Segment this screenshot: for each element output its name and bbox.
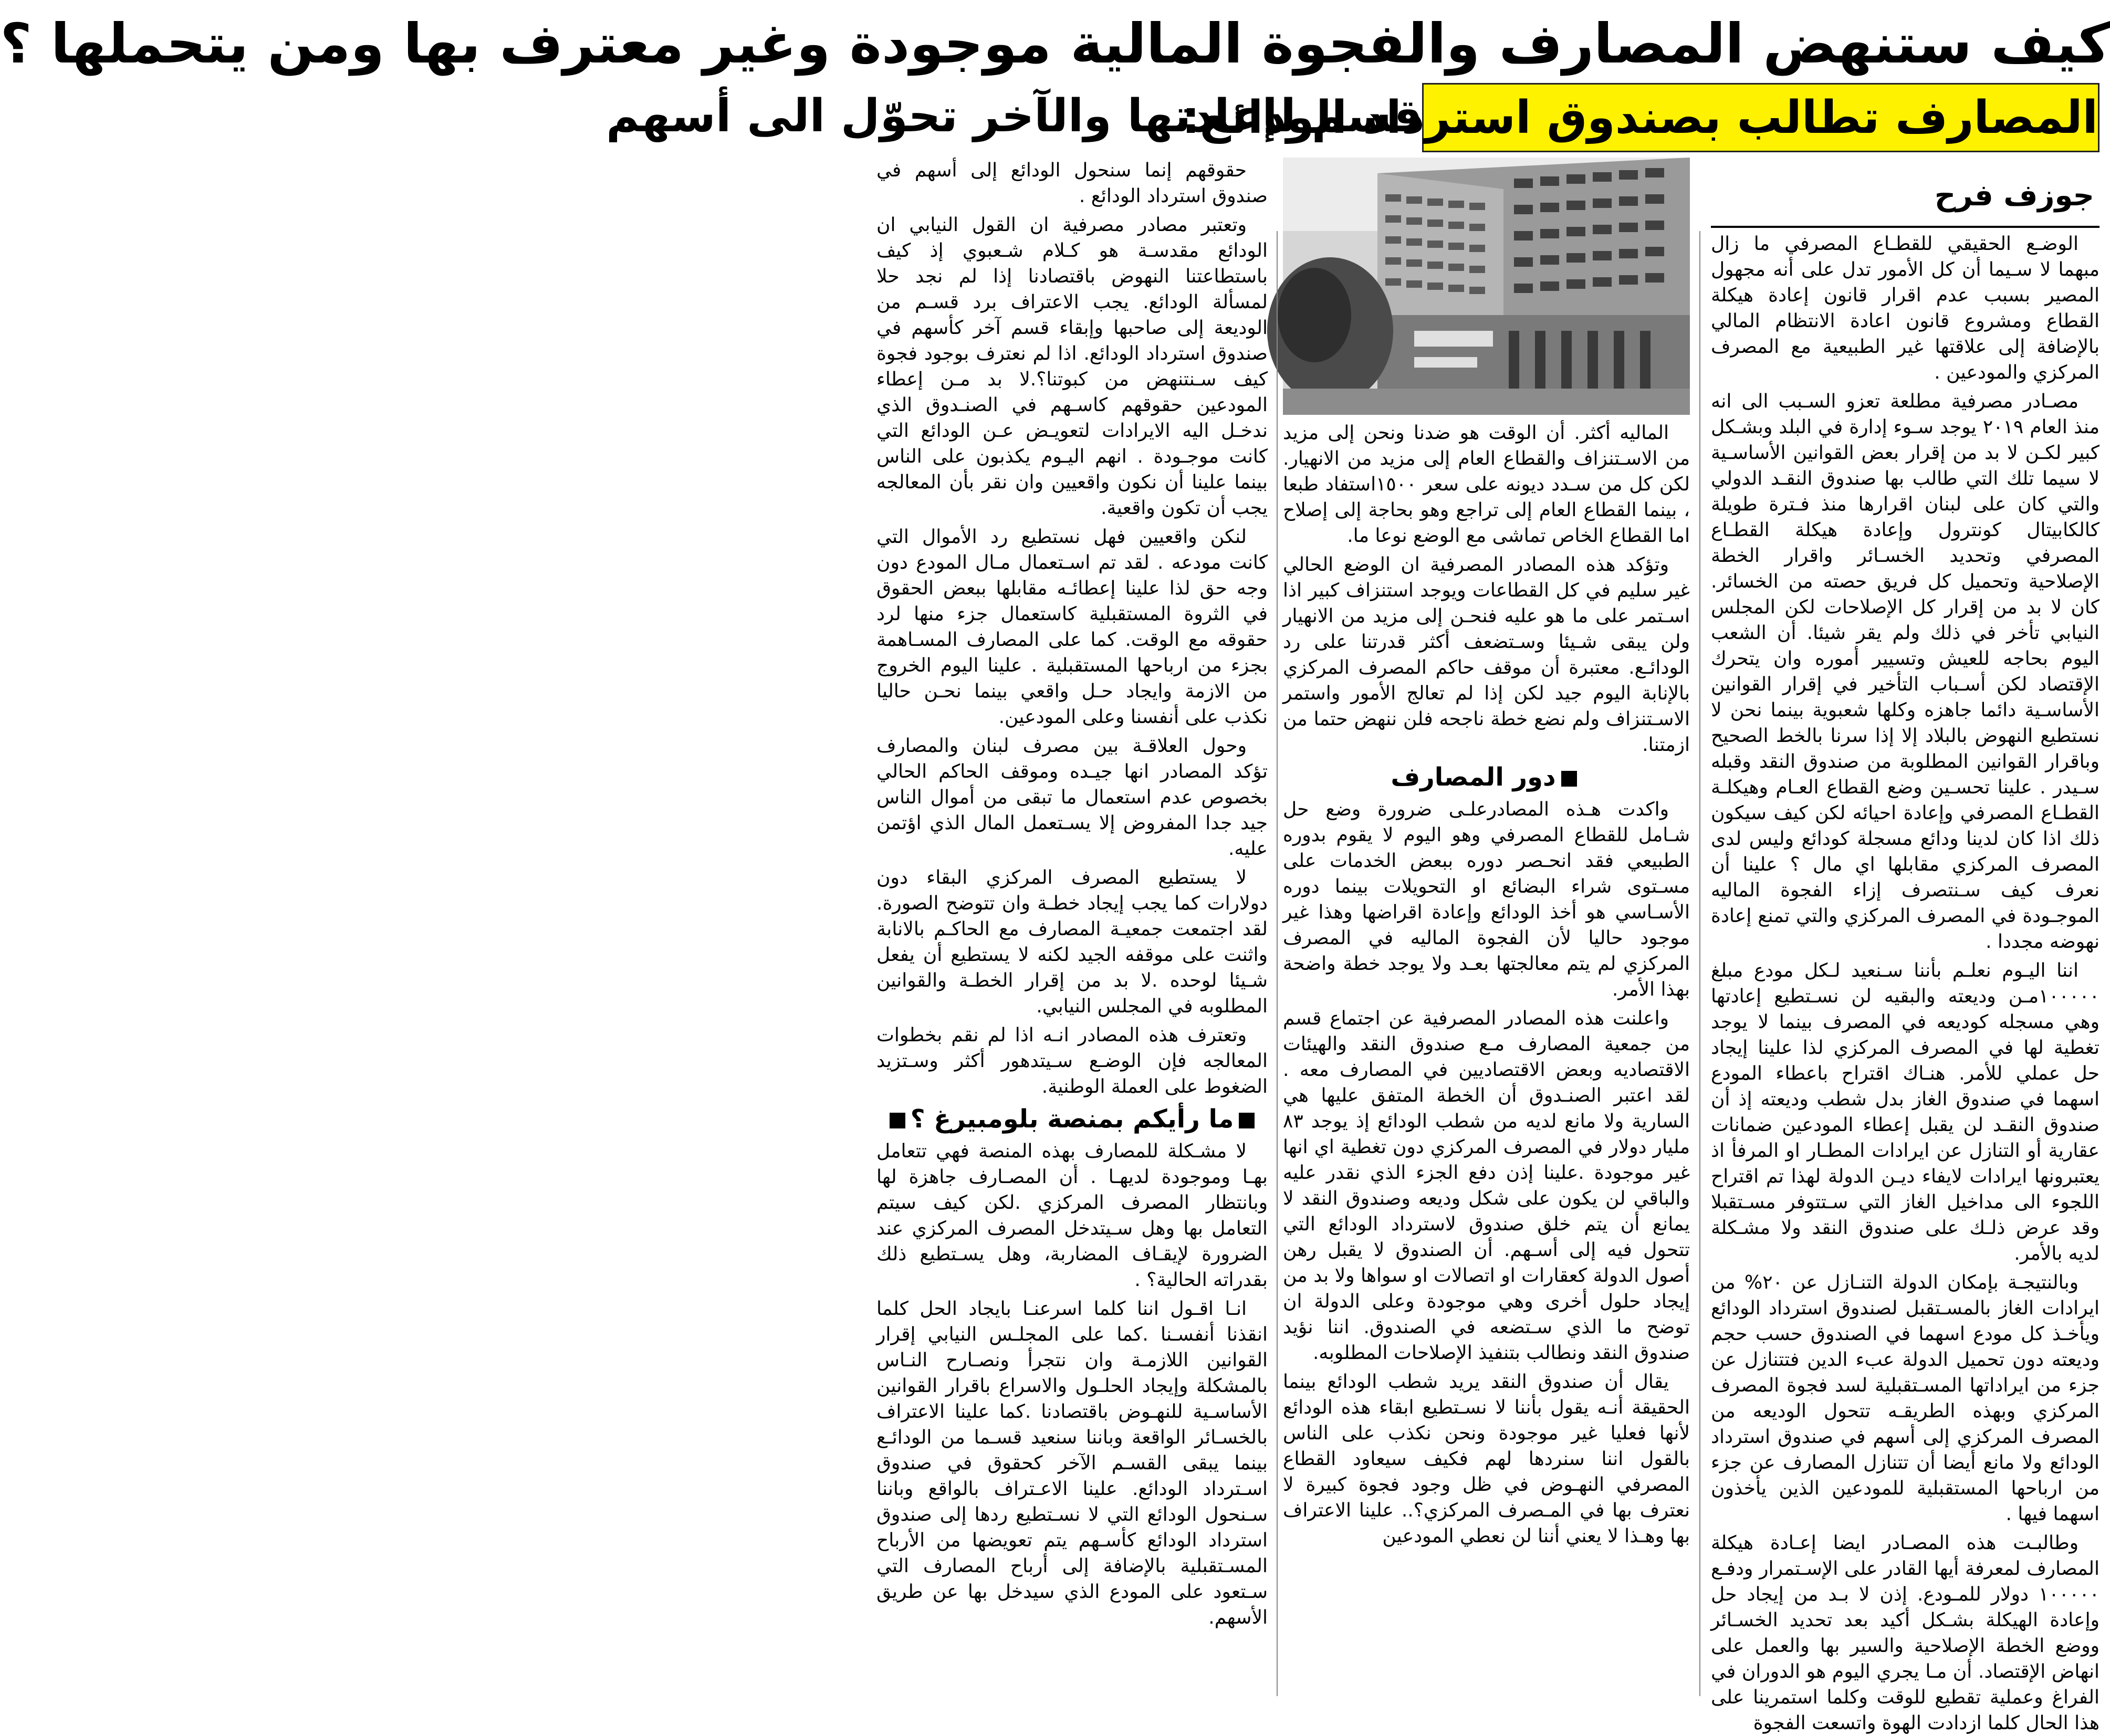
- paragraph: وتؤكد هذه المصادر المصرفية ان الوضع الحالي غير سليم في كل القطاعات ويوجد استنزاف كبير اذا اسـتمر على ما هو عليه فنحـن إلى مزيد من الانهيار ولن يبقى شـيئا وسـتضعف أكثر قدرتنا على رد الودائـع. معتبرة أن موقف حاكم المصرف المركزي بالإنابة اليوم جيد لكن إذا لم تعالج الأمور واستمر الاسـتنزاف ولم نضع خطة ناجحه فلن ننهض حتما من ازمتنا.: [1283, 554, 1690, 756]
- paragraph: حقوقهم إنما سنحول الودائع إلى أسهم في صندوق استرداد الودائع .: [876, 160, 1268, 207]
- headline: كيف ستنهض المصارف والفجوة المالية موجودة وغير معترف بها ومن يتحملها ؟: [0, 12, 2110, 76]
- paragraph: وتعتبر مصادر مصرفية ان القول النيابي ان الودائع مقدسـة هو كـلام شـعبوي إذ كيف باستطاعتنا النهوض باقتصادنا إذا لم نجد حلا لمسألة الودائع. يجب الاعتراف برد قسـم من الوديعة إلى صاحبها وإبقاء قسم آخر كأسهم في صندوق استرداد الودائع. اذا لم نعترف بوجود فجوة كيف سـنتنهض من كبوتنا؟.لا بد مـن إعطاء المودعين حقوقهم كاسـهم في الصنـدوق الذي ندخـل اليه الايرادات لتعويـض عـن الودائع التي كانت موجـودة . انهم اليـوم يكذبون على الناس بينما علينا أن نكون واقعيين وان نقر بأن المعالجه يجب أن تكون واقعية.: [876, 214, 1268, 519]
- paragraph: انـا اقـول اننا كلما اسرعنـا بايجاد الحل كلما انقذنا أنفسـنا .كما على المجلـس النيابي إقرار القوانين اللازمـة وان نتجرأ ونصـارح النـاس بالمشكلة وإيجاد الحلـول والاسراع باقرار القوانين الأساسـية للنهـوض باقتصادنا .كما علينا الاعتراف بالخسـائر الواقعة وباننا سنعيد قسـما من الودائـع بينما يبقى القسـم الآخر كحقوق في صندوق اسـترداد الودائع. علينا الاعـتراف بالواقع وباننا سـنحول الودائع التي لا نسـتطيع ردها إلى صندوق استرداد الودائع كأسـهم يتم تعويضها من الأرباح المسـتقبلية بالإضافة إلى أرباح المصارف التي سـتعود على المودع الذي سيدخل بها عن طريق الأسهم.: [876, 1298, 1268, 1628]
- section-heading-text: ما رأيكم بمنصة بلومبيرغ ؟: [910, 1104, 1234, 1134]
- building-illustration: [1283, 158, 1690, 415]
- paragraph: وتعترف هذه المصادر انـه اذا لم نقم بخطوات المعالجه فإن الوضـع سـيتدهور أكثر وسـتزيد الضغوط على العملة الوطنية.: [876, 1024, 1268, 1097]
- article-column-left: [876, 158, 1268, 1696]
- square-bullet-icon: [1561, 771, 1577, 787]
- paragraph: واكدت هـذه المصادرعلـى ضرورة وضع حل شـامل للقطاع المصرفي وهو اليوم لا يقوم بدوره الطبيعي فقد انحـصر دوره ببعض الخدمات على مسـتوى شراء البضائع او التحويلات بينما دوره الأسـاسي هو أخذ الودائع وإعادة اقراضها وهذا غير موجود حاليا لأن الفجوة الماليه في المصرف المركزي لم يتم معالجتها بعـد ولا يوجد خطة واضحة بهذا الأمر.: [1283, 799, 1690, 1000]
- paragraph: لا مشـكلة للمصارف بهذه المنصة فهي تتعامل بهـا وموجودة لديهـا . أن المصـارف جاهزة لها وبانتظار المصرف المركزي .لكن كيف سيتم التعامل بها وهل سـيتدخل المصرف المركزي عند الضرورة لإيقـاف المضاربة، وهل يسـتطيع ذلك بقدراته الحالية؟ .: [876, 1141, 1268, 1291]
- byline-box: [1711, 158, 2099, 228]
- subheadline-highlighted: المصارف تطالب بصندوق استرداد الودائع:: [1422, 83, 2099, 152]
- paragraph: مصـادر مصرفية مطلعة تعزو السـبب الى انه منذ العام ٢٠١٩ يوجد سـوء إدارة في البلد وبشـكل كبير لكـن لا بد من إقرار بعض القوانين الأساسـية لا سيما تلك التي طالب بها صندوق النقـد الدولي والتي كان على لبنان اقرارها منذ فـترة طويلة كالكابيتال كونترول وإعادة هيكلة القطـاع المصرفي وتحديد الخسـائر واقرار الخطة الإصلاحية وتحميل كل فريق حصته من الخسائر. كان لا بد من إقرار كل الإصلاحات لكن المجلس النيابي تأخر في ذلك ولم يقر شيئا. أن الشعب اليوم بحاجه للعيش وتسيير أموره وان يتحرك الإقتصاد لكن أسـباب التأخير في إقرار القوانين الأساسـية دائما جاهزه وكلها شعبوية بينما نحن لا نستطيع النهوض بالبلاد إلا إذا سرنا بالخط الصحيح وباقرار القوانين المطلوبة من صندوق النقد وقبله سـيدر . علينا تحسـين وضع القطاع العـام وهيكلـة القطـاع المصرفي وإعادة احيائه لكن كيف سيكون ذلك اذا كان لدينا ودائع مسجلة كودائع وليس لدى المصرف المركزي مقابلها اي مال ؟ علينا أن نعرف كيف سـنتصرف إزاء الفجوة الماليه الموجـودة في المصرف المركزي والتي تمنع إعادة نهوضه مجددا .: [1711, 391, 2099, 953]
- paragraph: واعلنت هذه المصادر المصرفية عن اجتماع قسم من جمعية المصارف مـع صندوق النقد والهيئات الاقتصاديه وبعض الاقتصاديين في المصارف معه . لقد اعتبر الصنـدوق أن الخطة المتفق عليها هي السارية ولا مانع لديه من شطب الودائع إذ يوجد ٨٣ مليار دولار في المصرف المركزي دون تغطية اي انها غير موجودة .علينا إذن دفع الجزء الذي نقدر عليه والباقي لن يكون على شكل وديعه وصندوق النقد لا يمانع أن يتم خلق صندوق لاسترداد الودائع التي تتحول فيه إلى أسـهم. أن الصندوق لا يقبل رهن أصول الدولة كعقارات او اتصالات او سواها ولا بد من إيجاد حلول أخرى وهي موجودة وعلى الدولة ان توضح ما الذي سـتضعه في الصندوق. اننا نؤيد صندوق النقد ونطالب بتنفيذ الإصلاحات المطلوبه.: [1283, 1008, 1690, 1364]
- paragraph: وطالبـت هذه المصـادر ايضا إعـادة هيكلة المصارف لمعرفة أيها القادر على الإسـتمرار ودفـع ١٠٠٠٠٠ دولار للمـودع. إذن لا بـد من إيجاد حل وإعادة الهيكلة بشـكل أكيد بعد تحديد الخسـائر ووضع الخطة الإصلاحية والسير بها والعمل على انهاض الإقتصاد. أن مـا يجري اليوم هو الدوران في الفراغ وعملية تقطيع للوقت وكلما استمرينا على هذا الحال كلما ازدادت الهوة واتسعت الفجوة: [1711, 1532, 2099, 1734]
- section-heading-text: دور المصارف: [1391, 762, 1556, 792]
- paragraph: يقال أن صندوق النقد يريد شطب الودائع بينما الحقيقة أنـه يقول بأننا لا نسـتطيع ابقاء هذه الودائع لأنها فعليا غير موجودة ونحن نكذب على الناس بالقول اننا سنردها لهم فكيف سيعاود القطاع المصرفي النهـوض في ظل وجود فجوة كبيرة لا نعترف بها في المـصرف المركزي؟.. علينا الاعتراف بها وهـذا لا يعني أننا لن نعطي المودعين: [1283, 1371, 1690, 1547]
- column-rule-right: [1699, 231, 1700, 1696]
- paragraph: لا يستطيع المصرف المركزي البقاء دون دولارات كما يجب إيجاد خطـة وان تتوضح الصورة. لقد اجتمعت جمعيـة المصارف مع الحاكـم بالانابة واثنت على موقفه الجيد لكنه لا يستطيع أن يفعل شـيئا لوحده .لا بد من إقرار الخطـة والقوانين المطلوبه في المجلس النيابي.: [876, 867, 1268, 1017]
- paragraph: الوضـع الحقيقي للقطـاع المصرفي ما زال مبهما لا سـيما أن كل الأمور تدل على أنه مجهول المصير بسبب عدم اقرار قانون إعادة هيكلة القطاع ومشروع قانون اعادة الانتظام المالي بالإضافة إلى علاقتها غير الطبيعية مع المصرف المركزي والمودعين .: [1711, 233, 2099, 383]
- paragraph: اننا اليـوم نعلـم بأننا سـنعيد لـكل مودع مبلغ ١٠٠٠٠٠مـن وديعته والبقيه لن نسـتطيع إعادتها وهي مسجله كوديعه في المصرف بينما لا يوجد تغطية لها في المصرف المركزي لذا علينا إيجاد حل عملي للأمر. هنـاك اقتراح باعطاء المودع اسهما في صندوق الغاز بدل شطب وديعته إذ أن صندوق النقـد لن يقبل إعطاء المودعين ضمانات عقارية أو التنازل عن ايرادات المطـار او المرفأ اذ يعتبرونها ايرادات لايفاء ديـن الدولة لهذا تم اقتراح اللجوء الى مداخيل الغاز التي سـتتوفر مسـتقبلا وقد عرض ذلـك على صندوق النقد ولا مشـكلة لديه بالأمر.: [1711, 960, 2099, 1264]
- paragraph: الماليه أكثر. أن الوقت هو ضدنا ونحن إلى مزيد من الاسـتنزاف والقطاع العام إلى مزيد من الانهيار. لكن كل من سـدد ديونه على سعر ١٥٠٠استفاد طبعا ، بينما القطاع العام إلى تراجع وهو بحاجة إلى إصلاح اما القطاع الخاص تماشى مع الوضع نوعا ما.: [1283, 422, 1690, 547]
- square-bullet-icon: [1239, 1113, 1255, 1128]
- paragraph: لنكن واقعيين فهل نستطيع رد الأموال التي كانت مودعه . لقد تم اسـتعمال مـال المودع دون وجه حق لذا علينا إعطائـه مقابلها ببعض الحقوق في الثروة المستقبلية كاستعمال جزء منها لرد حقوقه مع الوقت. كما على المصارف المسـاهمة بجزء من ارباحها المستقبلية . علينا اليوم الخروج من الازمة وايجاد حـل واقعي بينما نحـن حاليا نكذب على أنفسنا وعلى المودعين.: [876, 526, 1268, 728]
- section-heading: [876, 1103, 1268, 1135]
- section-heading: [1283, 761, 1690, 793]
- author-byline: جوزف فرح: [1934, 179, 2094, 213]
- column-rule-left: [1277, 231, 1278, 1696]
- subheadline-rest: قسم لإعادتها والآخر تحوّل الى أسهم: [606, 90, 1423, 142]
- paragraph: وحول العلاقـة بين مصرف لبنان والمصارف تؤكد المصادر انها جيـده وموقف الحاكم الحالي بخصوص عدم استعمال ما تبقى من أموال الناس جيد جدا المفروض إلا يسـتعمل المال الذي اؤتمن عليه.: [876, 735, 1268, 860]
- square-bullet-icon: [890, 1113, 905, 1128]
- subheadline: [606, 83, 2110, 152]
- article-column-middle: [1283, 420, 1690, 1696]
- central-bank-photo: [1283, 158, 1690, 415]
- paragraph: وبالنتيجـة بإمكان الدولة التنـازل عن ٢٠% من ايرادات الغاز بالمسـتقبل لصندوق استرداد الودائع ويأخـذ كل مودع اسهما في الصندوق حسب حجم وديعته دون تحميل الدولة عبء الدين فتتنازل عن جزء من ايراداتها المسـتقبلية لسد فجوة المصرف المركزي وبهذه الطريقـه تتحول الوديعه من المصرف المركزي إلى أسهم في صندوق استرداد الودائع ولا مانع أيضا أن تتنازل المصارف عن جزء من ارباحها المستقبلية للمودعين الذين يأخذون اسهما فيها .: [1711, 1272, 2099, 1525]
- article-column-right: [1711, 231, 2099, 1734]
